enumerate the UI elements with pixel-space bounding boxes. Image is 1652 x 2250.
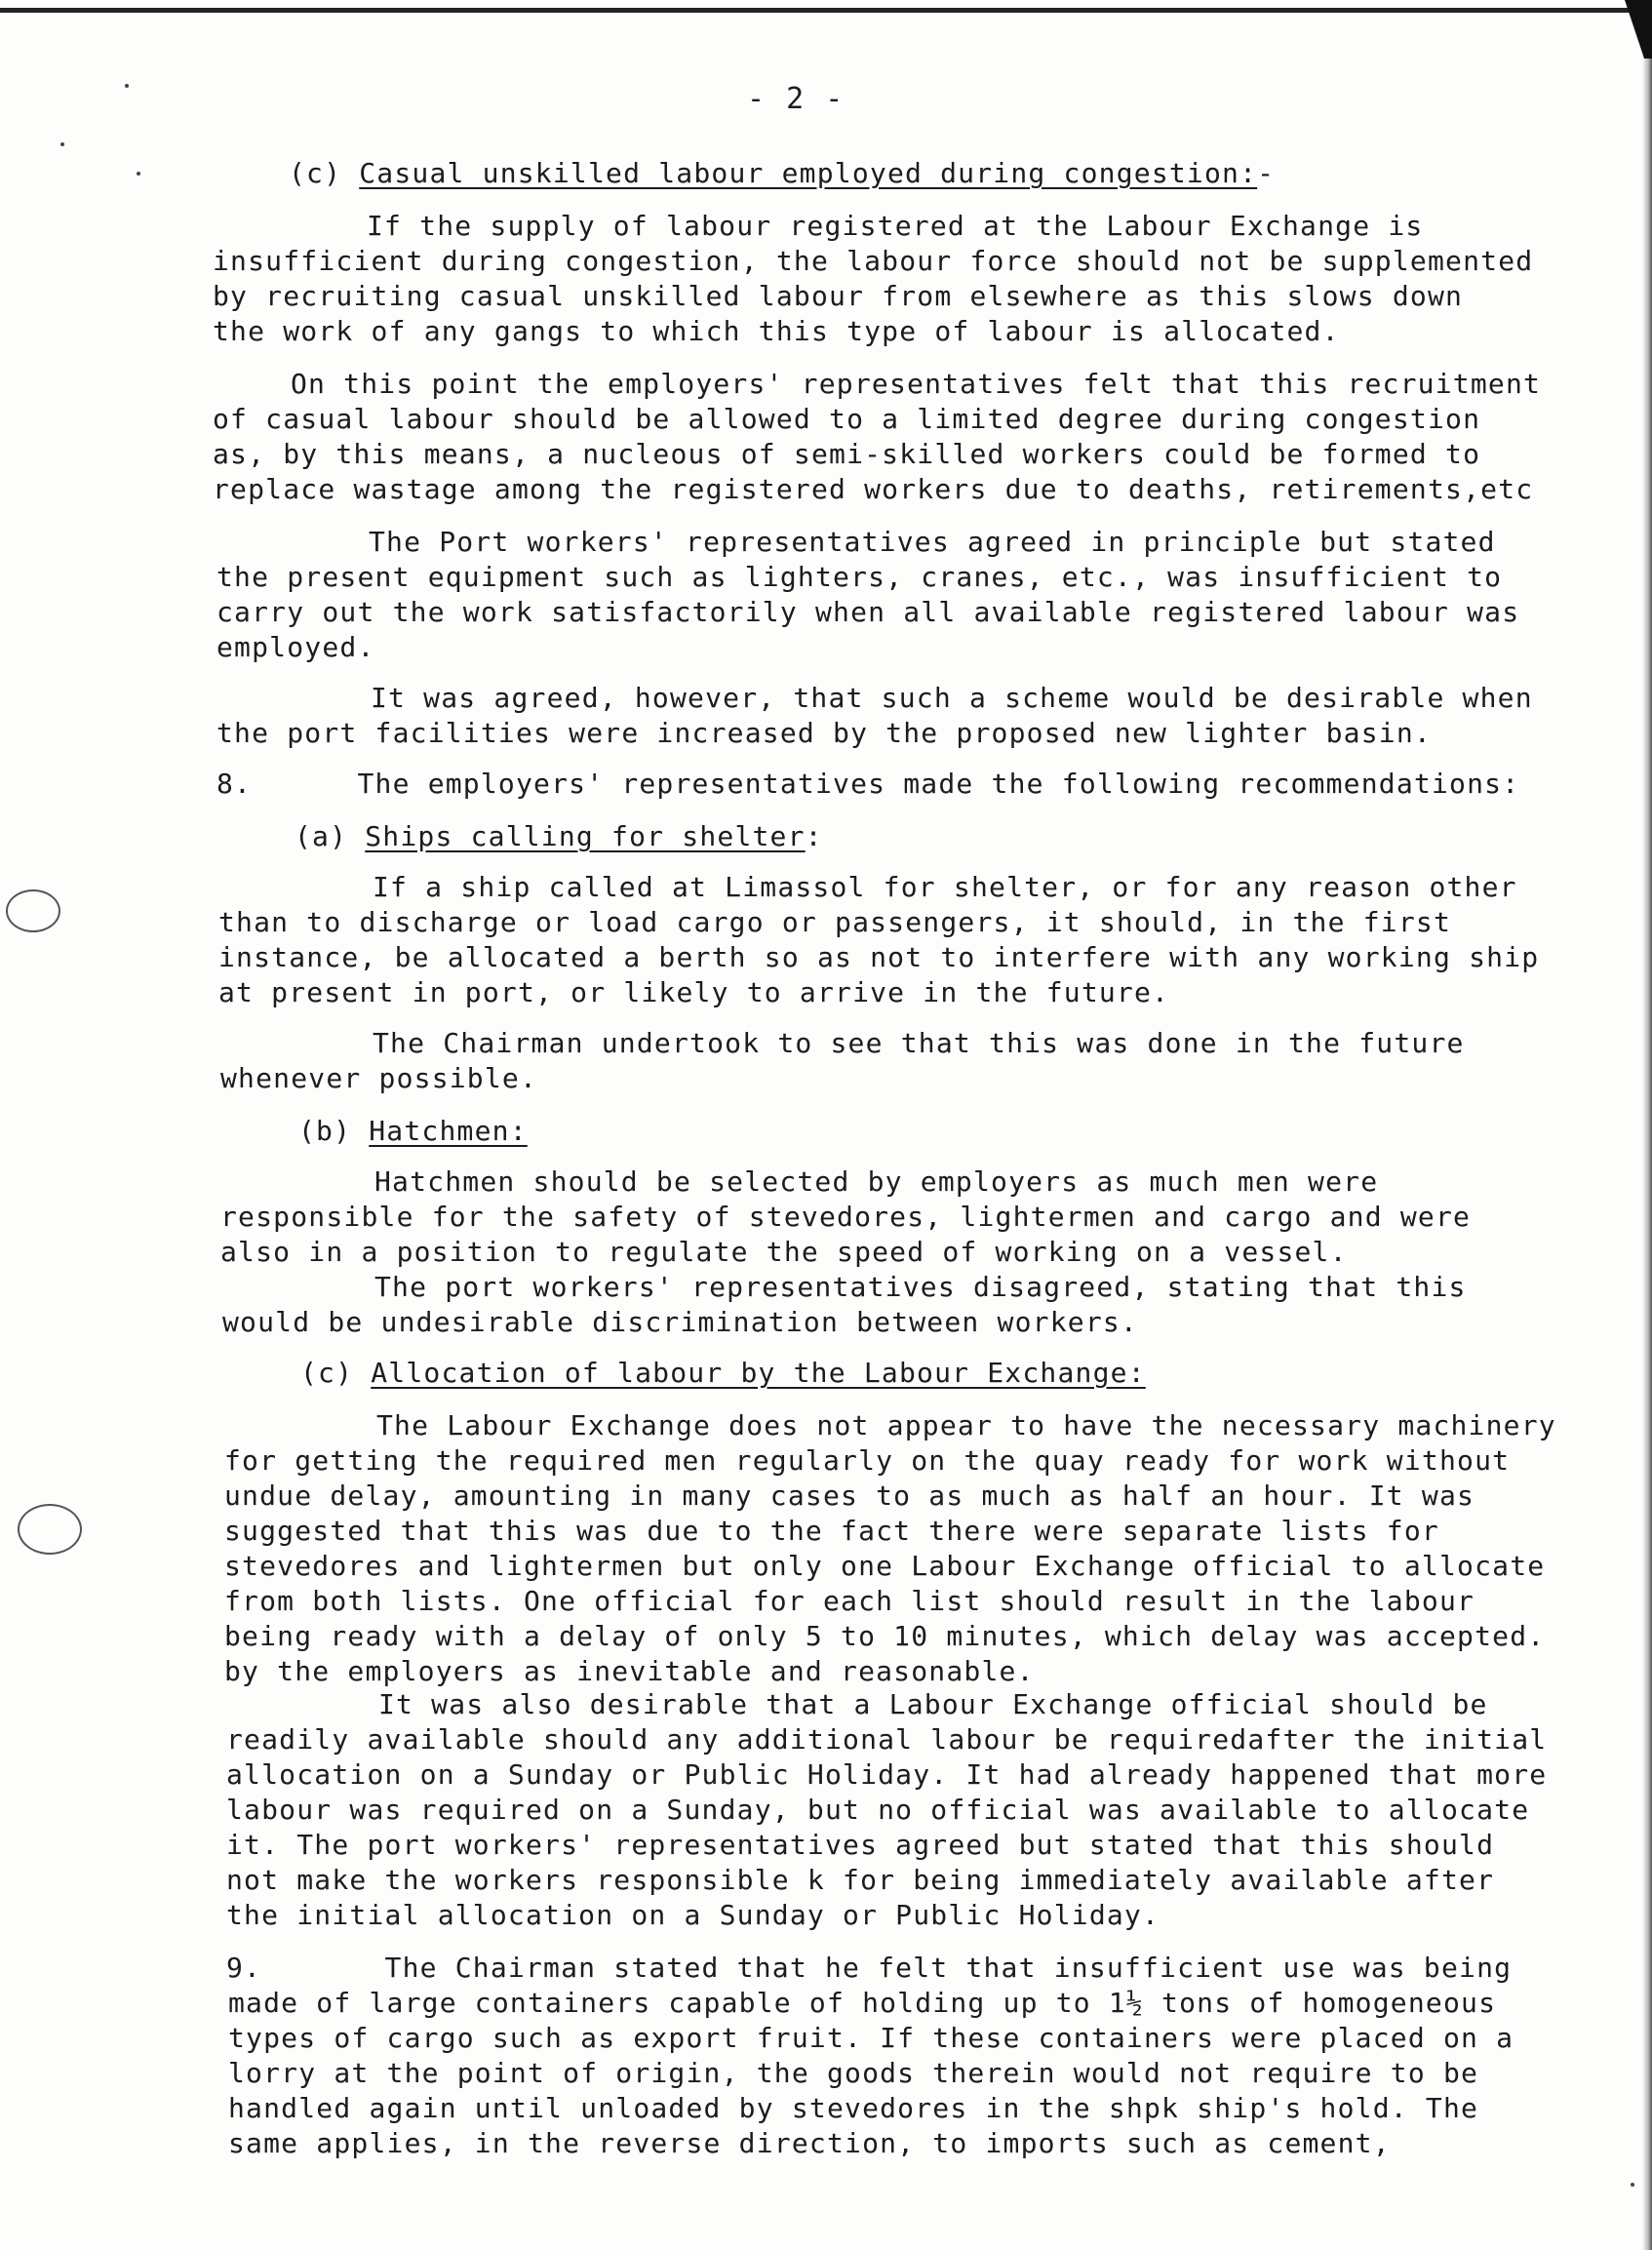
text-line: by recruiting casual unskilled labour from elsewhere as this slows down	[213, 280, 1464, 312]
text-line: replace wastage among the registered workers due to deaths, retirements,etc	[213, 473, 1534, 505]
page-number: - 2 -	[747, 82, 846, 116]
text-line: stevedores and lightermen but only one Labour Exchange official to allocate	[224, 1550, 1546, 1582]
text-line: The Port workers' representatives agreed in principle but stated	[369, 526, 1496, 558]
text-line: from both lists. One official for each list should result in the labour	[224, 1585, 1475, 1617]
scan-right-edge	[1642, 0, 1652, 2250]
text-line: employed.	[216, 631, 375, 663]
text-line: The Labour Exchange does not appear to have the necessary machinery	[376, 1409, 1556, 1441]
text-line: (c) Allocation of labour by the Labour Exchange:	[300, 1357, 1146, 1389]
text-line: it. The port workers' representatives agreed but stated that this should	[226, 1829, 1495, 1861]
text-line: If the supply of labour registered at the Labour Exchange is	[367, 210, 1424, 242]
text-line: as, by this means, a nucleous of semi-skilled workers could be formed to	[213, 438, 1481, 470]
text-line: It was agreed, however, that such a scheme would be desirable when	[371, 682, 1533, 714]
text-line: whenever possible.	[220, 1062, 538, 1094]
punch-hole-upper	[6, 889, 60, 932]
text-line: types of cargo such as export fruit. If these containers were placed on a	[228, 2022, 1514, 2054]
text-line: handled again until unloaded by stevedores in the shpk ship's hold. The	[228, 2092, 1479, 2124]
text-line: same applies, in the reverse direction, to imports such as cement,	[228, 2127, 1391, 2159]
text-line: readily available should any additional labour be requiredafter the initial	[226, 1723, 1548, 1756]
text-line: by the employers as inevitable and reasonable.	[224, 1655, 1035, 1687]
text-line: allocation on a Sunday or Public Holiday. It had already happened that more	[226, 1758, 1548, 1791]
text-line: It was also desirable that a Labour Exchange official should be	[378, 1688, 1488, 1720]
text-line: suggested that this was due to the fact there were separate lists for	[224, 1515, 1439, 1547]
scan-speck	[60, 142, 64, 146]
scan-speck	[1631, 2183, 1634, 2187]
punch-hole-lower	[18, 1504, 82, 1555]
text-line: the work of any gangs to which this type of labour is allocated.	[213, 315, 1340, 347]
text-line: The Chairman undertook to see that this was done in the future	[373, 1027, 1465, 1059]
text-line: (b) Hatchmen:	[298, 1115, 528, 1147]
text-line: carry out the work satisfactorily when all available registered labour was	[216, 596, 1520, 628]
text-line: at present in port, or likely to arrive in the future.	[218, 976, 1170, 1008]
text-line: of casual labour should be allowed to a limited degree during congestion	[213, 403, 1481, 435]
text-line: insufficient during congestion, the labour force should not be supplemented	[213, 245, 1534, 277]
text-line: not make the workers responsible k for being immediately available after	[226, 1864, 1495, 1896]
text-line: 8. The employers' representatives made the following recommendations:	[216, 768, 1520, 800]
text-line: (a) Ships calling for shelter:	[295, 820, 823, 852]
text-line: being ready with a delay of only 5 to 10 minutes, which delay was accepted.	[224, 1620, 1546, 1652]
text-line: If a ship called at Limassol for shelter, or for any reason other	[373, 871, 1517, 903]
text-line: Hatchmen should be selected by employers as much men were	[374, 1165, 1379, 1198]
text-line: (c) Casual unskilled labour employed during congestion:-	[289, 157, 1276, 189]
text-line: the port facilities were increased by the proposed new lighter basin.	[216, 717, 1432, 749]
text-line: would be undesirable discrimination between workers.	[222, 1306, 1138, 1338]
text-line: labour was required on a Sunday, but no official was available to allocate	[226, 1794, 1530, 1826]
text-line: than to discharge or load cargo or passengers, it should, in the first	[218, 906, 1452, 938]
text-line: undue delay, amounting in many cases to as much as half an hour. It was	[224, 1480, 1475, 1512]
text-line: The port workers' representatives disagreed, stating that this	[374, 1271, 1467, 1303]
text-line: the initial allocation on a Sunday or Public Holiday.	[226, 1899, 1160, 1931]
text-line: for getting the required men regularly on the quay ready for work without	[224, 1444, 1511, 1477]
text-line: instance, be allocated a berth so as not to interfere with any working ship	[218, 941, 1540, 973]
text-line: also in a position to regulate the speed of working on a vessel.	[220, 1236, 1348, 1268]
text-line: 9. The Chairman stated that he felt that insufficient use was being	[226, 1952, 1513, 1984]
text-line: On this point the employers' representatives felt that this recruitment	[291, 368, 1542, 400]
text-line: responsible for the safety of stevedores, lightermen and cargo and were	[220, 1201, 1472, 1233]
scan-speck	[137, 172, 140, 176]
scan-top-edge	[0, 8, 1652, 13]
text-line: the present equipment such as lighters, cranes, etc., was insufficient to	[216, 561, 1503, 593]
text-line: made of large containers capable of holding up to 1½ tons of homogeneous	[228, 1987, 1497, 2019]
text-line: lorry at the point of origin, the goods therein would not require to be	[228, 2057, 1479, 2089]
scan-speck	[125, 84, 129, 88]
